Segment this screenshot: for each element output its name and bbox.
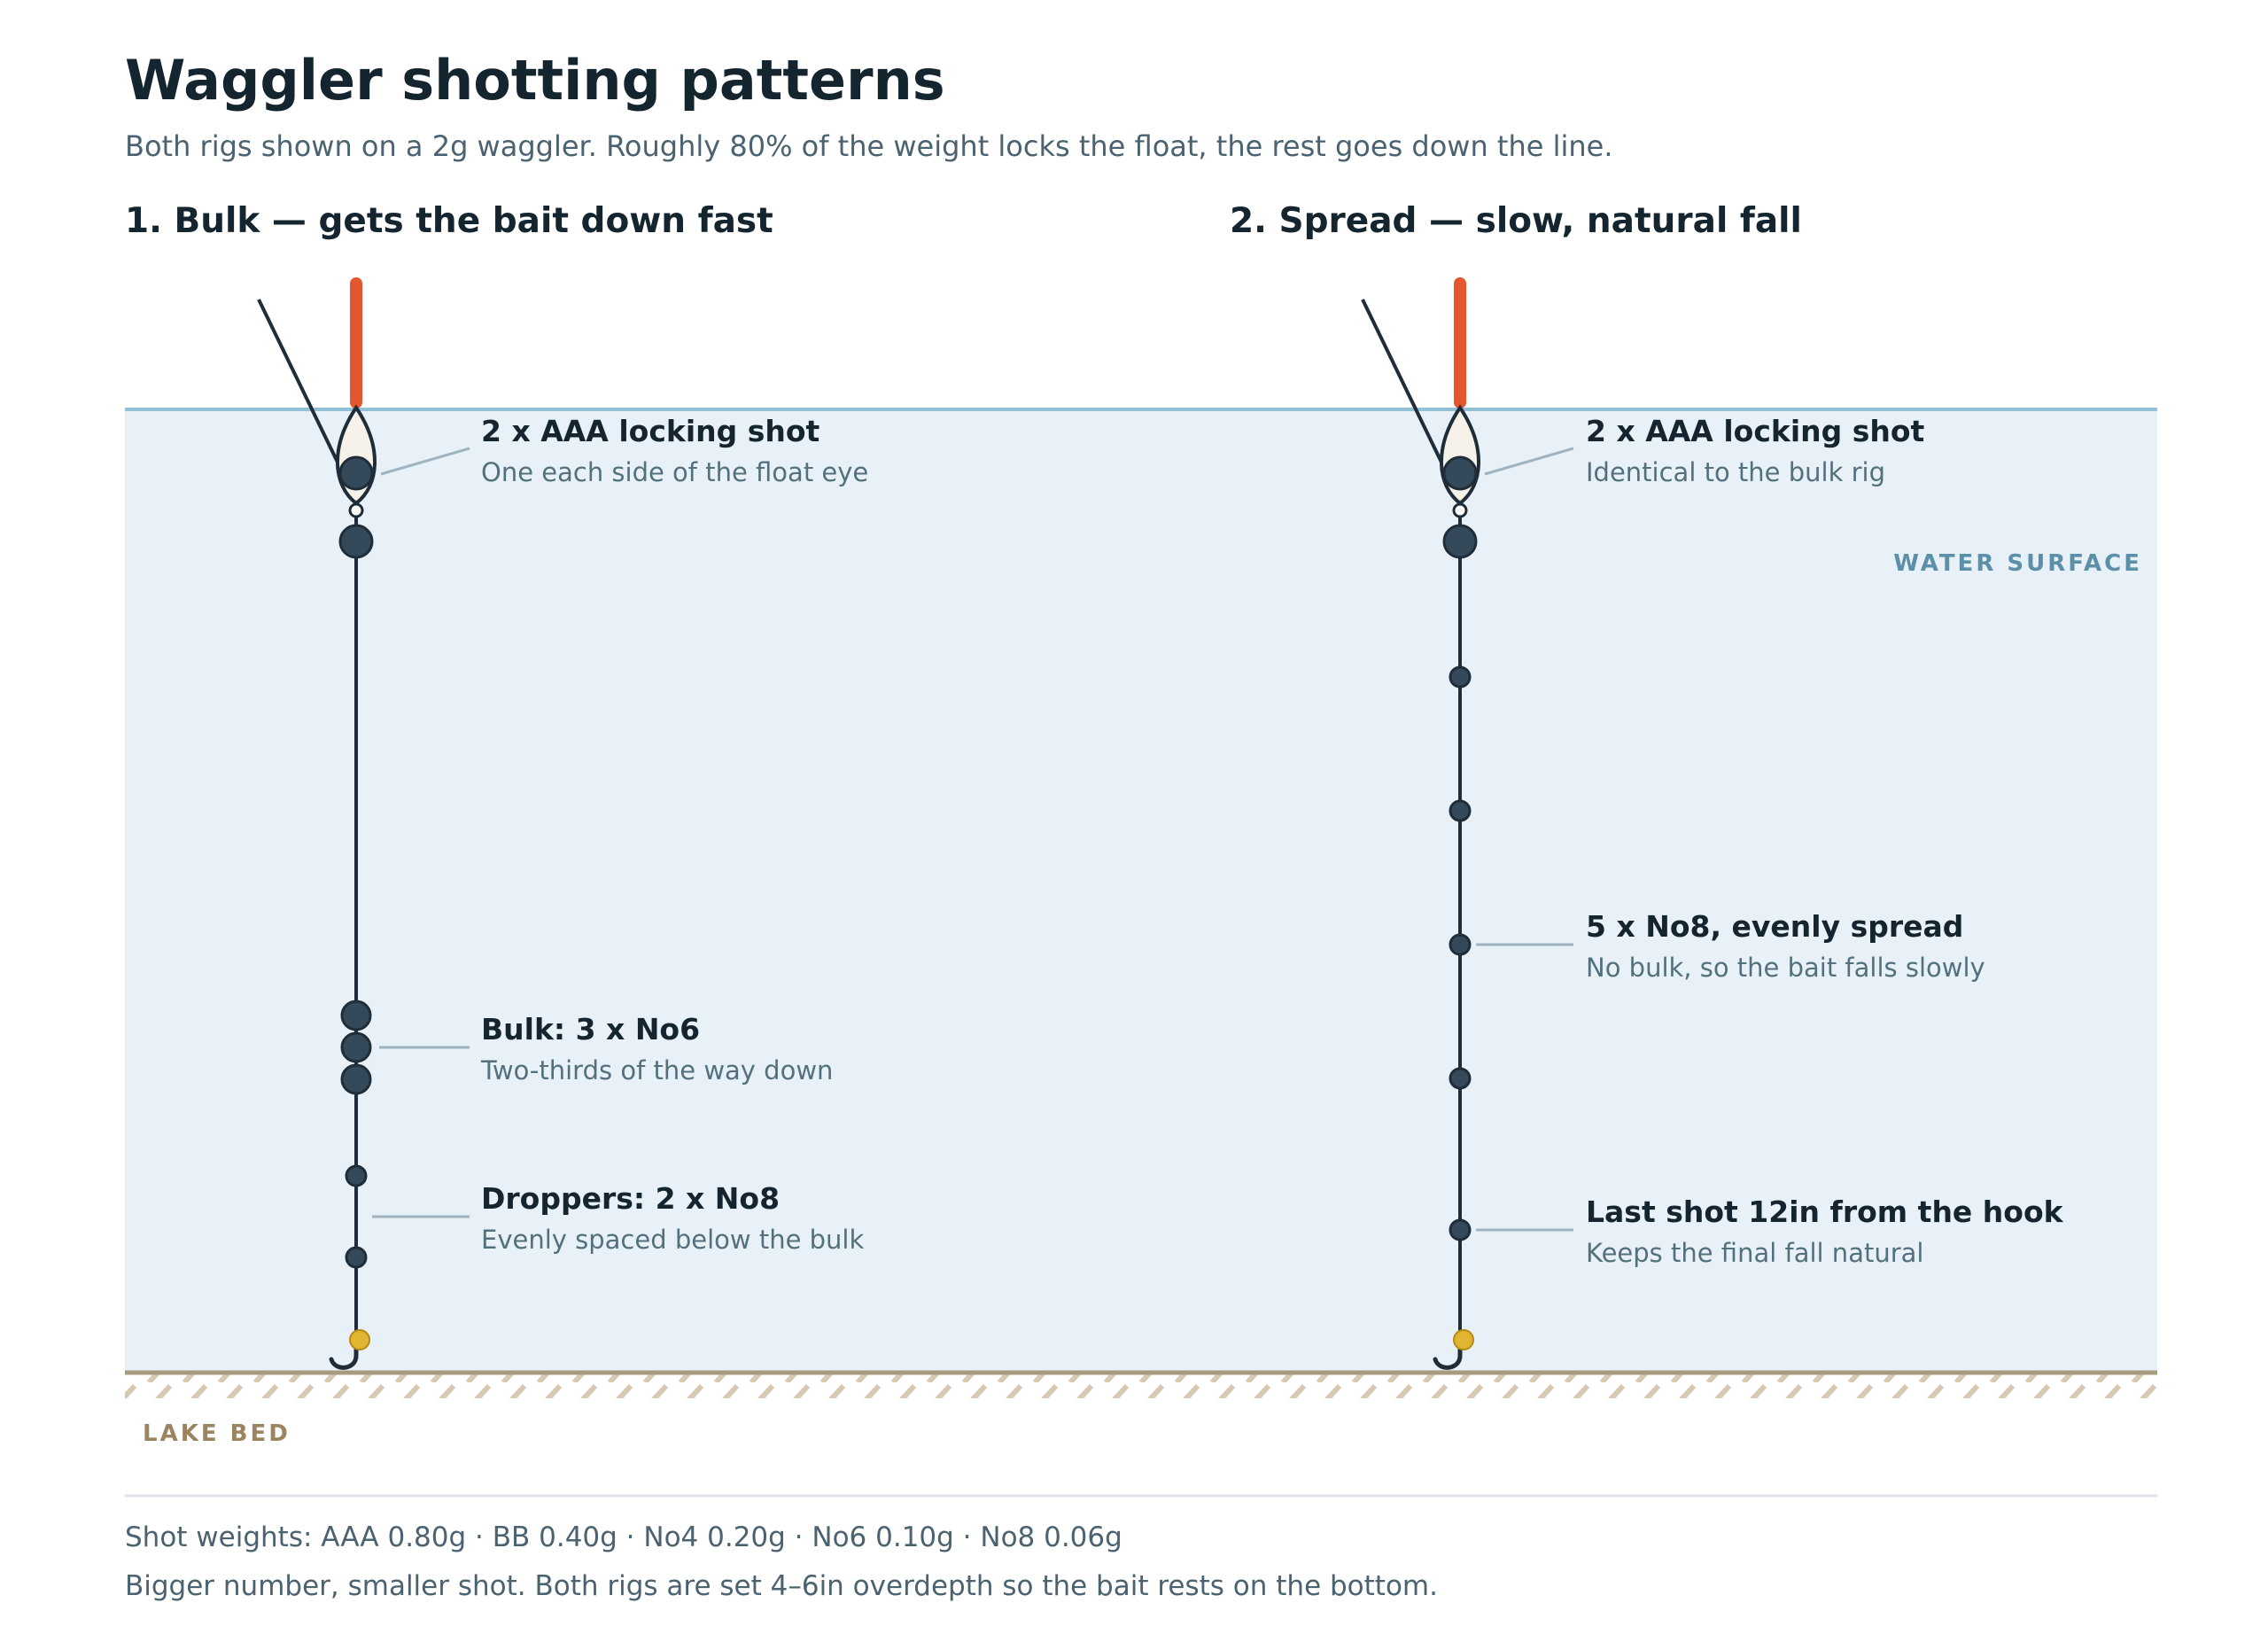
rig-1-no8-dropper-1 bbox=[346, 1166, 366, 1186]
shot-weights-note: Shot weights: AAA 0.80g · BB 0.40g · No4 0.20g · No6 0.10g · No8 0.06g bbox=[125, 1521, 1122, 1553]
rig-2-float-eye bbox=[1454, 504, 1466, 517]
rig-1-callout-2-sub: Two-thirds of the way down bbox=[481, 1055, 834, 1085]
rig-2-no8-shot-2 bbox=[1450, 801, 1470, 821]
rig-1-callout-1-title: 2 x AAA locking shot bbox=[481, 414, 820, 448]
rig-2-aaa-shot-lower bbox=[1444, 525, 1476, 557]
rig-1-callout-2-title: Bulk: 3 x No6 bbox=[481, 1012, 701, 1047]
rig-2-aaa-shot-upper bbox=[1444, 457, 1476, 489]
overdepth-note: Bigger number, smaller shot. Both rigs are set 4–6in overdepth so the bait rests on the bottom. bbox=[125, 1570, 1438, 1602]
rig-2-callout-3-sub: Keeps the final fall natural bbox=[1586, 1238, 1924, 1268]
rig-1-heading: 1. Bulk — gets the bait down fast bbox=[125, 201, 773, 241]
rig-2-callout-1-sub: Identical to the bulk rig bbox=[1586, 457, 1885, 487]
rig-1-callout-1-sub: One each side of the float eye bbox=[481, 457, 869, 487]
rig-2-no8-shot-3 bbox=[1450, 935, 1470, 954]
rig-2-callout-3-title: Last shot 12in from the hook bbox=[1586, 1194, 2063, 1229]
rig-1-no6-shot-1 bbox=[342, 1001, 370, 1030]
rig-1-bait bbox=[350, 1330, 369, 1350]
rig-2-callout-2-sub: No bulk, so the bait falls slowly bbox=[1586, 953, 1985, 983]
water-surface-label: WATER SURFACE bbox=[1893, 550, 2142, 577]
rig-2-bait bbox=[1454, 1330, 1473, 1350]
rig-2-no8-shot-1 bbox=[1450, 667, 1470, 687]
rig-2-callout-1-title: 2 x AAA locking shot bbox=[1586, 414, 1925, 448]
page-title: Waggler shotting patterns bbox=[125, 48, 945, 113]
rig-1-float-eye bbox=[350, 504, 362, 517]
rig-1-no8-dropper-2 bbox=[346, 1248, 366, 1267]
rig-2-heading: 2. Spread — slow, natural fall bbox=[1230, 201, 1802, 241]
rig-2-callout-2-title: 5 x No8, evenly spread bbox=[1586, 909, 1964, 944]
rig-1-no6-shot-2 bbox=[342, 1033, 370, 1062]
rig-2-no8-shot-5 bbox=[1450, 1220, 1470, 1240]
rig-1-aaa-shot-upper bbox=[340, 457, 372, 489]
page-subtitle: Both rigs shown on a 2g waggler. Roughly 80% of the weight locks the float, the rest goes down the line. bbox=[125, 129, 1613, 163]
rig-1-callout-3-title: Droppers: 2 x No8 bbox=[481, 1181, 781, 1216]
rig-1-no6-shot-3 bbox=[342, 1065, 370, 1093]
rig-1-aaa-shot-lower bbox=[340, 525, 372, 557]
rig-2-no8-shot-4 bbox=[1450, 1069, 1470, 1088]
lake-bed-hatch bbox=[125, 1373, 2157, 1398]
lake-bed-label: LAKE BED bbox=[143, 1420, 291, 1447]
rig-1-callout-3-sub: Evenly spaced below the bulk bbox=[481, 1225, 865, 1255]
